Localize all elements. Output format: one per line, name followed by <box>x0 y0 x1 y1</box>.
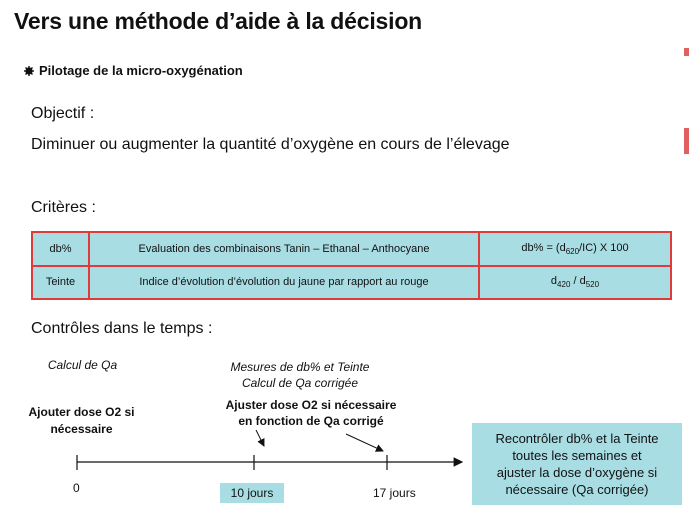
arrow-to-17-jours <box>346 434 383 451</box>
box-line: toutes les semaines et <box>512 448 642 463</box>
arrow-to-10-jours <box>256 430 264 446</box>
criteria-name-cell: db% <box>32 232 89 266</box>
mesures-note: Mesures de db% et Teinte <box>230 360 370 374</box>
criteria-desc-cell: Evaluation des combinaisons Tanin – Ethanal – Anthocyane <box>89 232 479 266</box>
controles-label: Contrôles dans le temps : <box>31 320 213 337</box>
section-heading-text: Pilotage de la micro-oxygénation <box>39 63 243 78</box>
ajouter-line2: nécessaire <box>50 422 113 436</box>
criteria-desc-cell: Indice d’évolution d’évolution du jaune par rapport au rouge <box>89 266 479 300</box>
box-line: Recontrôler db% et la Teinte <box>495 431 659 446</box>
page-title: Vers une méthode d’aide à la décision <box>14 8 423 34</box>
criteria-name-cell: Teinte <box>32 266 89 300</box>
tick-label-0: 0 <box>73 481 80 495</box>
objectif-label: Objectif : <box>31 105 95 122</box>
box-line: nécessaire (Qa corrigée) <box>505 482 649 497</box>
calc-qa-note: Calcul de Qa <box>47 358 118 372</box>
objectif-text: Diminuer ou augmenter la quantité d’oxygène en cours de l’élevage <box>31 136 510 153</box>
box-line: ajuster la dose d’oxygène si <box>496 465 658 480</box>
criteria-formula-cell: $db\% = (d_{620}/IC)$ X 100 <box>479 232 671 266</box>
ajuster-line1: Ajuster dose O2 si nécessaire <box>225 398 397 412</box>
ajouter-line1: Ajouter dose O2 si <box>28 405 135 419</box>
criteria-formula-cell: $d_{420} / d_{520}$ <box>479 266 671 300</box>
criteres-label: Critères : <box>31 199 96 216</box>
tick-label-10-jours: 10 jours <box>220 483 284 503</box>
ajuster-line2: en fonction de Qa corrigé <box>238 414 384 428</box>
tick-label-17-jours: 17 jours <box>373 486 416 500</box>
calc-corr-note: Calcul de Qa corrigée <box>241 376 359 390</box>
recontroler-box <box>472 423 682 505</box>
